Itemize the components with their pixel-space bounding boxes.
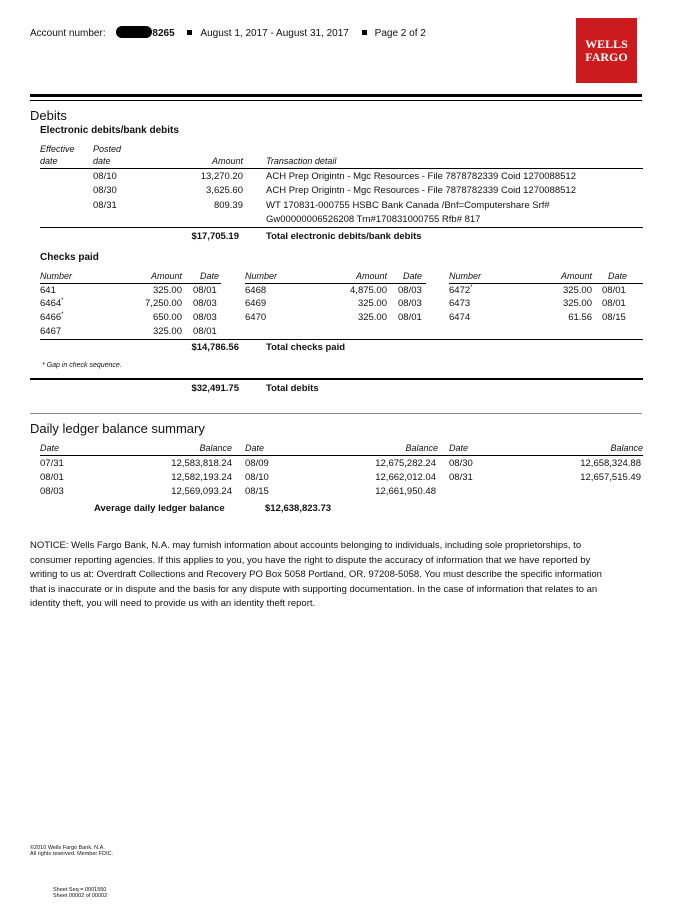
check-number: 6467 (40, 326, 62, 337)
average-balance-label: Average daily ledger balance (94, 503, 225, 514)
debits-total-rule (40, 227, 643, 228)
ledger-col-date: Date (245, 443, 265, 453)
ledger-balance: 12,569,093.24 (171, 486, 232, 497)
ledger-date: 08/09 (245, 458, 269, 469)
checks-col-amount: Amount (355, 271, 387, 281)
col-amount: Amount (211, 156, 243, 166)
legal-notice: NOTICE: Wells Fargo Bank, N.A. may furnish information about accounts belonging to individuals, including sole proprietorships, to consumer reporting agencies. If this applies to you, you have the right to dispute the accuracy of information that we have reported by writing to us at: Overdraft Collections and Recovery PO Box 5058 Portland, OR. 97208-5058. You must describe the specific information that is inaccurate or in dispute and the basis for any dispute with supporting documentation. In the case of information that relates to an identity theft, you will need to provide us with an identity theft report. (30, 540, 602, 609)
check-number: 641 (40, 285, 56, 296)
statement-header (30, 26, 426, 39)
ledger-balance: 12,662,012.04 (375, 472, 436, 483)
checks-col-amount: Amount (150, 271, 182, 281)
debit-amount: 3,625.60 (206, 185, 243, 196)
checks-header-rule (245, 283, 426, 284)
debits-total-amount: $17,705.19 (191, 231, 239, 242)
checks-header-rule (449, 283, 643, 284)
ledger-header-rule (40, 455, 643, 456)
checks-paid-title: Checks paid (40, 252, 99, 263)
ledger-balance: 12,582,193.24 (171, 472, 232, 483)
logo-line-1: WELLS (585, 37, 628, 51)
check-number: 6474 (449, 312, 471, 323)
checks-col-amount: Amount (560, 271, 592, 281)
total-debits-label: Total debits (266, 383, 319, 394)
ledger-date: 08/15 (245, 486, 269, 497)
sheet-info: Sheet Seq = 0001550 Sheet 00002 of 00002 (53, 887, 108, 899)
check-date: 08/01 (602, 285, 626, 296)
check-date: 08/03 (193, 312, 217, 323)
ledger-col-date: Date (449, 443, 469, 453)
ledger-date: 08/03 (40, 486, 64, 497)
ledger-col-balance: Balance (405, 443, 438, 453)
check-number: 6472* (449, 285, 473, 297)
check-date: 08/01 (193, 326, 217, 337)
account-suffix: 8265 (152, 28, 175, 39)
debit-posted: 08/30 (93, 185, 117, 196)
debit-detail: WT 170831-000755 HSBC Bank Canada /Bnf=Computershare Srf# (266, 200, 550, 211)
check-date: 08/01 (193, 285, 217, 296)
ledger-col-date: Date (40, 443, 60, 453)
ledger-date: 08/10 (245, 472, 269, 483)
checks-total-rule (40, 339, 643, 340)
account-label: Account number: (30, 28, 106, 39)
ledger-date: 07/31 (40, 458, 64, 469)
checks-total-label: Total checks paid (266, 342, 346, 353)
gap-note: * Gap in check sequence. (42, 362, 122, 369)
ledger-date: 08/31 (449, 472, 473, 483)
logo-line-2: FARGO (585, 50, 628, 64)
checks-col-number: Number (40, 271, 73, 281)
electronic-debits-subtitle: Electronic debits/bank debits (40, 125, 179, 136)
ledger-balance: 12,661,950.48 (375, 486, 436, 497)
ledger-balance: 12,583,818.24 (171, 458, 232, 469)
debit-detail: ACH Prep Origintn - Mgc Resources - File 7878782339 Coid 1270088512 (266, 171, 576, 182)
ledger-col-balance: Balance (610, 443, 643, 453)
section-divider (30, 413, 642, 414)
check-number: 6473 (449, 298, 471, 309)
debit-posted: 08/31 (93, 200, 117, 211)
check-date: 08/15 (602, 312, 626, 323)
check-number: 6468 (245, 285, 267, 296)
debit-amount: 809.39 (213, 200, 243, 211)
bullet-icon (362, 30, 367, 35)
check-number: 6469 (245, 298, 267, 309)
checks-col-number: Number (245, 271, 278, 281)
debits-header-rule (40, 168, 643, 169)
total-debits-amount: $32,491.75 (191, 383, 239, 394)
col-posted: Posted (93, 144, 122, 154)
debits-title: Debits (30, 108, 67, 123)
bullet-icon (187, 30, 192, 35)
check-amount: 325.00 (357, 312, 387, 323)
ledger-title: Daily ledger balance summary (30, 421, 205, 436)
check-amount: 325.00 (562, 285, 592, 296)
debit-detail: ACH Prep Origintn - Mgc Resources - File 7878782339 Coid 1270088512 (266, 185, 576, 196)
header-divider-thin (30, 100, 642, 101)
page-number: Page 2 of 2 (374, 28, 426, 39)
col-posted-date: date (93, 156, 111, 166)
statement-period: August 1, 2017 - August 31, 2017 (200, 28, 349, 39)
total-debits-rule (30, 378, 643, 380)
checks-total-amount: $14,786.56 (191, 342, 239, 353)
check-amount: 325.00 (152, 285, 182, 296)
check-amount: 325.00 (357, 298, 387, 309)
ledger-date: 08/01 (40, 472, 64, 483)
ledger-col-balance: Balance (199, 443, 232, 453)
check-amount: 4,875.00 (350, 285, 387, 296)
ledger-balance: 12,657,515.49 (580, 472, 641, 483)
col-effective: Effective (40, 144, 75, 154)
check-date: 08/03 (193, 298, 217, 309)
ledger-balance: 12,675,282.24 (375, 458, 436, 469)
check-date: 08/03 (398, 298, 422, 309)
copyright: ©2010 Wells Fargo Bank, N.A. All rights reserved. Member FDIC. (30, 845, 114, 857)
checks-col-date: Date (403, 271, 423, 281)
check-number: 6466* (40, 312, 64, 324)
checks-col-number: Number (449, 271, 482, 281)
col-transaction-detail: Transaction detail (266, 156, 337, 166)
check-amount: 325.00 (152, 326, 182, 337)
debit-posted: 08/10 (93, 171, 117, 182)
debit-detail-line2: Gw00000006526208 Trn#170831000755 Rfb# 817 (266, 214, 481, 225)
check-amount: 325.00 (562, 298, 592, 309)
check-number: 6464* (40, 298, 64, 310)
check-date: 08/01 (398, 312, 422, 323)
debit-amount: 13,270.20 (200, 171, 243, 182)
ledger-date: 08/30 (449, 458, 473, 469)
check-date: 08/01 (602, 298, 626, 309)
redaction-mark (116, 26, 152, 38)
debits-total-label: Total electronic debits/bank debits (266, 231, 422, 242)
check-amount: 650.00 (152, 312, 182, 323)
average-balance-value: $12,638,823.73 (265, 503, 332, 514)
ledger-balance: 12,658,324.88 (580, 458, 641, 469)
checks-header-rule (40, 283, 221, 284)
check-date: 08/03 (398, 285, 422, 296)
check-amount: 61.56 (568, 312, 592, 323)
check-number: 6470 (245, 312, 267, 323)
header-divider (30, 94, 642, 97)
wells-fargo-logo (576, 18, 637, 83)
checks-col-date: Date (200, 271, 220, 281)
check-amount: 7,250.00 (145, 298, 182, 309)
col-effective-date: date (40, 156, 58, 166)
checks-col-date: Date (608, 271, 628, 281)
